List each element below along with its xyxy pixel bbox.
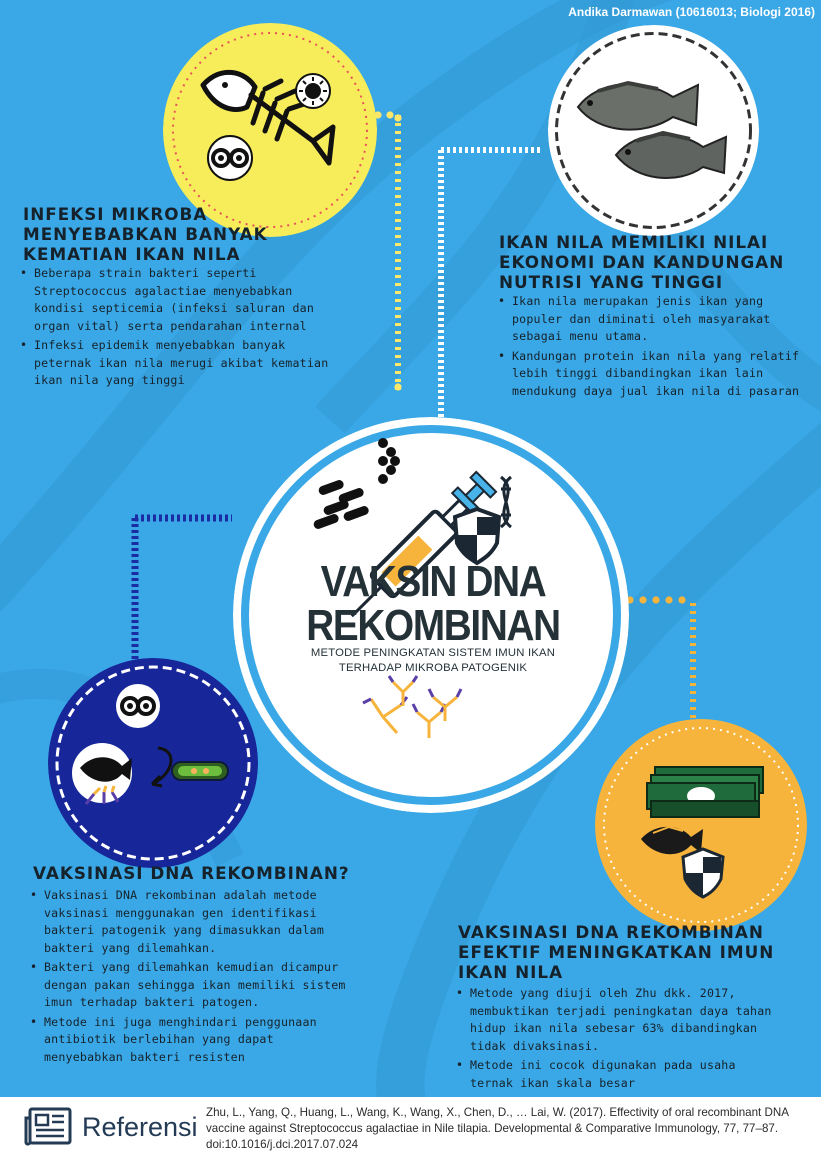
- section2-title-line3: NUTRISI YANG TINGGI: [499, 272, 724, 293]
- vaccination-process-circle: [48, 658, 258, 868]
- section4-title-line1: VAKSINASI DNA REKOMBINAN: [458, 922, 764, 942]
- section3-title: VAKSINASI DNA REKOMBINAN?: [33, 863, 350, 883]
- bacteria-icon: [116, 684, 160, 728]
- section1-bullet: • Beberapa strain bakteri seperti Streptococcus agalactiae menyebabkan kondisi septicemia (infeksi saluran dan organ vital) serta pendarahan internal: [18, 265, 333, 335]
- section3-bullet: • Bakteri yang dilemahkan kemudian dicampur dengan pakan sehingga ikan memiliki sistem imun terhadap bakteri patogen.: [28, 959, 358, 1012]
- section1-title: [23, 204, 268, 264]
- newspaper-icon: [24, 1106, 74, 1148]
- main-subtitle: [262, 646, 604, 676]
- reference-bar: [0, 1097, 821, 1161]
- main-title: [288, 557, 578, 650]
- section2-title-line2: EKONOMI DAN KANDUNGAN: [499, 252, 785, 273]
- main-subtitle-line2: TERHADAP MIKROBA PATOGENIK: [338, 662, 528, 674]
- main-subtitle-line1: METODE PENINGKATAN SISTEM IMUN IKAN: [310, 647, 556, 659]
- section4-bullet: • Metode yang diuji oleh Zhu dkk. 2017, membuktikan terjadi peningkatan daya tahan hidup ikan nila sebesar 63% dibandingkan tidak divaksinasi.: [454, 985, 784, 1055]
- section4-title-line3: IKAN NILA: [458, 962, 564, 983]
- author-credit: Andika Darmawan (10616013; Biologi 2016): [568, 5, 815, 19]
- section3-bullet: • Vaksinasi DNA rekombinan adalah metode vaksinasi menggunakan gen identifikasi bakteri patogenik yang dimasukkan dalam bakteri yang dilemahkan.: [28, 887, 358, 957]
- section2-title: [499, 232, 784, 292]
- section3-bullet: • Metode ini juga menghindari penggunaan antibiotik berlebihan yang dapat menyebabkan bakteri resisten: [28, 1014, 358, 1067]
- section3-bullets: [28, 887, 358, 1068]
- section4-title: [458, 922, 774, 982]
- section1-bullet: • Infeksi epidemik menyebabkan banyak peternak ikan nila merugi akibat kematian ikan nila yang tinggi: [18, 337, 333, 390]
- reference-citation: Zhu, L., Yang, Q., Huang, L., Wang, K., Wang, X., Chen, D., … Lai, W. (2017). Effectivity of oral recombinant DNA vaccine against Streptococcus agalactiae in Nile tilapia. Developmental & Comparative Immunology, 77, 77–87. doi:10.1016/j.dci.2017.07.024: [206, 1106, 789, 1151]
- section1-title-line3: KEMATIAN IKAN NILA: [23, 244, 241, 265]
- reference-label: Referensi: [82, 1112, 198, 1142]
- section4-bullets: [454, 985, 784, 1094]
- money-stack-icon: [647, 767, 763, 817]
- section1-title-line1: INFEKSI MIKROBA: [23, 204, 208, 224]
- section2-title-line1: IKAN NILA MEMILIKI NILAI: [499, 232, 769, 252]
- tilapia-circle: [548, 25, 759, 236]
- section2-bullets: [496, 293, 811, 402]
- effective-vaccination-circle: [595, 719, 807, 931]
- main-title-line2: REKOMBINAN: [306, 601, 560, 650]
- section4-title-line2: EFEKTIF MENINGKATKAN IMUN: [458, 942, 775, 963]
- section1-title-line2: MENYEBABKAN BANYAK: [23, 224, 268, 245]
- section1-bullets: [18, 265, 333, 392]
- section2-bullet: • Kandungan protein ikan nila yang relatif lebih tinggi dibandingkan ikan lain mendukung daya jual ikan nila di pasaran: [496, 348, 811, 401]
- section4-bullet: • Metode ini cocok digunakan pada usaha ternak ikan skala besar: [454, 1057, 784, 1092]
- main-title-line1: VAKSIN DNA: [320, 557, 546, 606]
- bacteria-icon: [172, 762, 228, 780]
- section2-bullet: • Ikan nila merupakan jenis ikan yang populer dan diminati oleh masyarakat sebagai menu utama.: [496, 293, 811, 346]
